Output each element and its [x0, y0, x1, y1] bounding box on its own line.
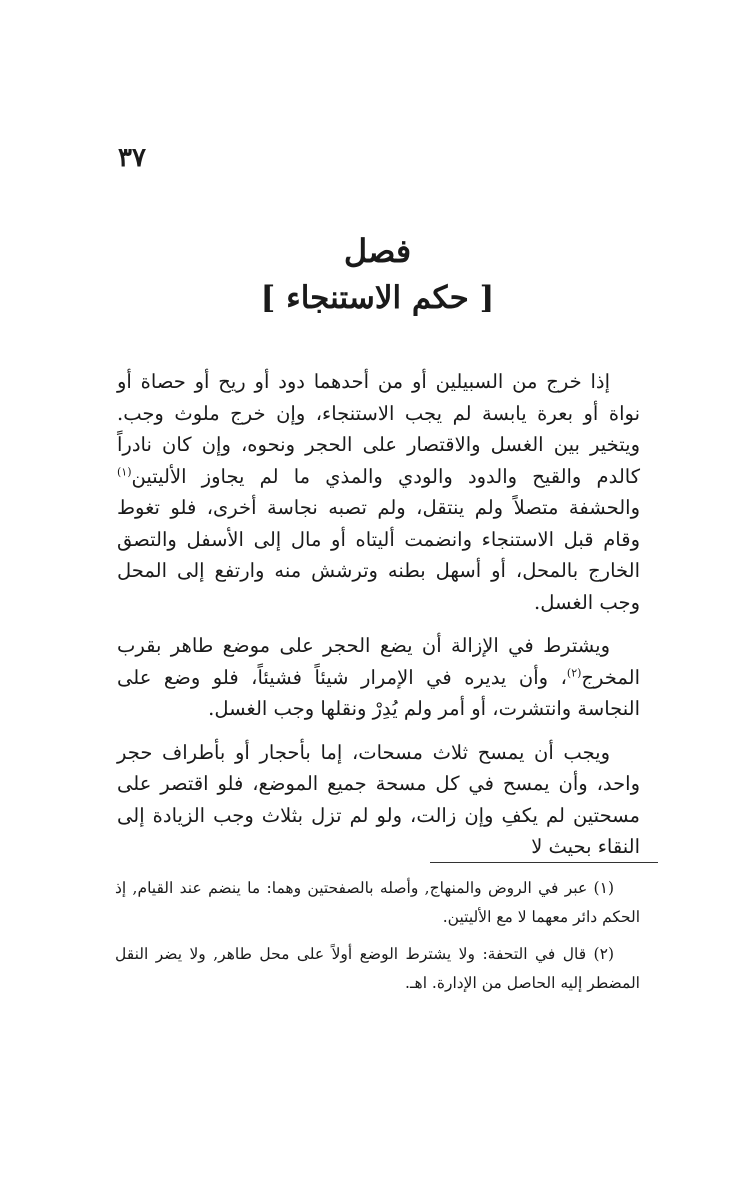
footnote-2: (٢) قال في التحفة: ولا يشترط الوضع أولاً على محل طاهر, ولا يضر النقل المضطر إليه الحاصل من الإدارة. اهـ.: [115, 945, 640, 992]
paragraph-2-part-b: ، وأن يديره في الإمرار شيئاً فشيئاً، فلو وضع على النجاسة وانتشرت، أو أمر ولم يُدِرْ ونقلها وجب الغسل.: [117, 665, 640, 720]
footnote-ref-1: (١): [117, 465, 132, 478]
footnotes: [115, 874, 640, 998]
footnote-1: (١) عبر في الروض والمنهاج, وأصله بالصفحتين وهما: ما ينضم عند القيام, إذ الحكم دائر معهما لا مع الأليتين.: [115, 879, 640, 926]
footnote-ref-2: (٢): [566, 666, 582, 679]
body-text: [117, 366, 640, 863]
paragraph-1-part-b: والحشفة متصلاً ولم ينتقل، ولم تصبه نجاسة أخرى، فلو تغوط وقام قبل الاستنجاء وانضمت أليتاه أو مال إلى الأسفل والتصق الخارج بالمحل، أو أسهل بطنه وترشش منه وارتفع إلى المحل وجب الغسل.: [117, 496, 640, 614]
chapter-heading: فصل: [343, 232, 412, 270]
paragraph-2: [117, 630, 640, 725]
paragraph-1: [117, 366, 640, 618]
paragraph-2-part-a: ويشترط في الإزالة أن يضع الحجر على موضع طاهر بقرب المخرج: [117, 634, 640, 689]
footnote-separator: [430, 862, 658, 863]
section-subheading: [ حكم الاستنجاء ]: [260, 280, 495, 316]
paragraph-1-part-a: إذا خرج من السبيلين أو من أحدهما دود أو ريح أو حصاة أو نواة أو بعرة يابسة لم يجب الاستنجاء، وإن خرج ملوث وجب. ويتخير بين الغسل والاقتصار على الحجر ونحوه، وإن كان نادراً كالدم والقيح والدود والودي والمذي ما لم يجاوز الأليتين: [117, 370, 641, 488]
page-number: ٣٧: [118, 143, 146, 173]
paragraph-3: ويجب أن يمسح ثلاث مسحات، إما بأحجار أو بأطراف حجر واحد، وأن يمسح في كل مسحة جميع الموضع، فلو اقتصر على مسحتين لم يكفِ وإن زالت، ولو لم تزل بثلاث وجب الزيادة إلى النقاء بحيث لا: [117, 740, 640, 858]
